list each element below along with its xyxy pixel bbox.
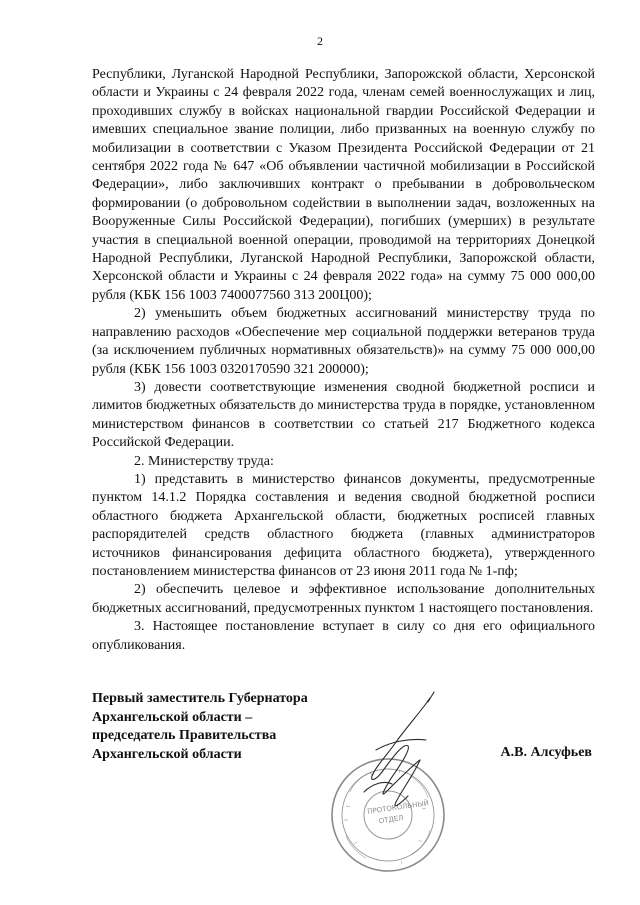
signatory-title-line: Архангельской области –	[92, 709, 253, 725]
seal-stamp-with-signature	[310, 680, 460, 880]
seal-stamp	[332, 759, 444, 871]
paragraph-submit-documents: 1) представить в министерство финансов документы, предусмотренные пунктом 14.1.2 Порядка составления и ведения сводной бюджетной росписи областного бюджета Архангельской области, бюджетных росписей главных распорядителей средств областного бюджета (главных администраторов источников финансирования дефицита областного бюджета), утвержденного постановлением министерства финансов от 23 июня 2011 года № 1-пф;	[92, 471, 595, 579]
signatory-title-line: Архангельской области	[92, 746, 242, 762]
seal-stamp-lettering	[367, 798, 430, 825]
paragraph-reduce-allocations: 2) уменьшить объем бюджетных ассигнований министерству труда по направлению расходов «Обеспечение мер социальной поддержки ветеранов труда (за исключением публичных нормативных обязательств)» на сумму 75 000 000,00 рубля (КБК 156 1003 0320170590 321 200000);	[92, 306, 595, 377]
document-body	[92, 66, 595, 655]
svg-text:ОТДЕЛ: ОТДЕЛ	[378, 813, 405, 826]
signatory-title-line: председатель Правительства	[92, 728, 277, 743]
paragraph-continuation: Республики, Луганской Народной Республики, Запорожской области, Херсонской области и Украины с 24 февраля 2022 года, членам семей военнослужащих и лиц, проходивших службу в войсках национальной гвардии Российской Федерации и имевших специальное звание полиции, либо призванных на военную службу по мобилизации в соответствии с Указом Президента Российской Федерации от 21 сентября 2022 года № 647 «Об объявлении частичной мобилизации в Российской Федерации», либо заключивших контракт о пребывании в добровольческом формировании (о добровольном содействии в выполнении задач, возложенных на Вооруженные Силы Российской Федерации), погибших (умерших) в результате участия в специальной военной операции, проводимой на территориях Донецкой Народной Республики, Луганской Народной Республики, Запорожской области, Херсонской области и Украины с 24 февраля 2022 года» на сумму 75 000 000,00 рубля (КБК 156 1003 7400077560 313 200Ц00);	[92, 67, 595, 303]
signatory-name: А.В. Алсуфьев	[500, 745, 592, 760]
paragraph-ensure-use: 2) обеспечить целевое и эффективное использование дополнительных бюджетных ассигнований, предусмотренных пунктом 1 настоящего постановления.	[92, 582, 595, 616]
signatory-title-line: Первый заместитель Губернатора	[92, 691, 308, 706]
svg-text:ПРОТОКОЛЬНЫЙ: ПРОТОКОЛЬНЫЙ	[366, 799, 430, 816]
page-number: 2	[317, 34, 323, 48]
paragraph-entry-into-force: 3. Настоящее постановление вступает в силу со дня его официального опубликования.	[92, 619, 595, 653]
paragraph-bring-changes: 3) довести соответствующие изменения сводной бюджетной росписи и лимитов бюджетных обязательств до министерства труда в порядке, установленном министерством финансов в соответствии со статьей 217 Бюджетного кодекса Российской Федерации.	[92, 379, 595, 451]
paragraph-ministry-of-labor: 2. Министерству труда:	[134, 453, 274, 469]
